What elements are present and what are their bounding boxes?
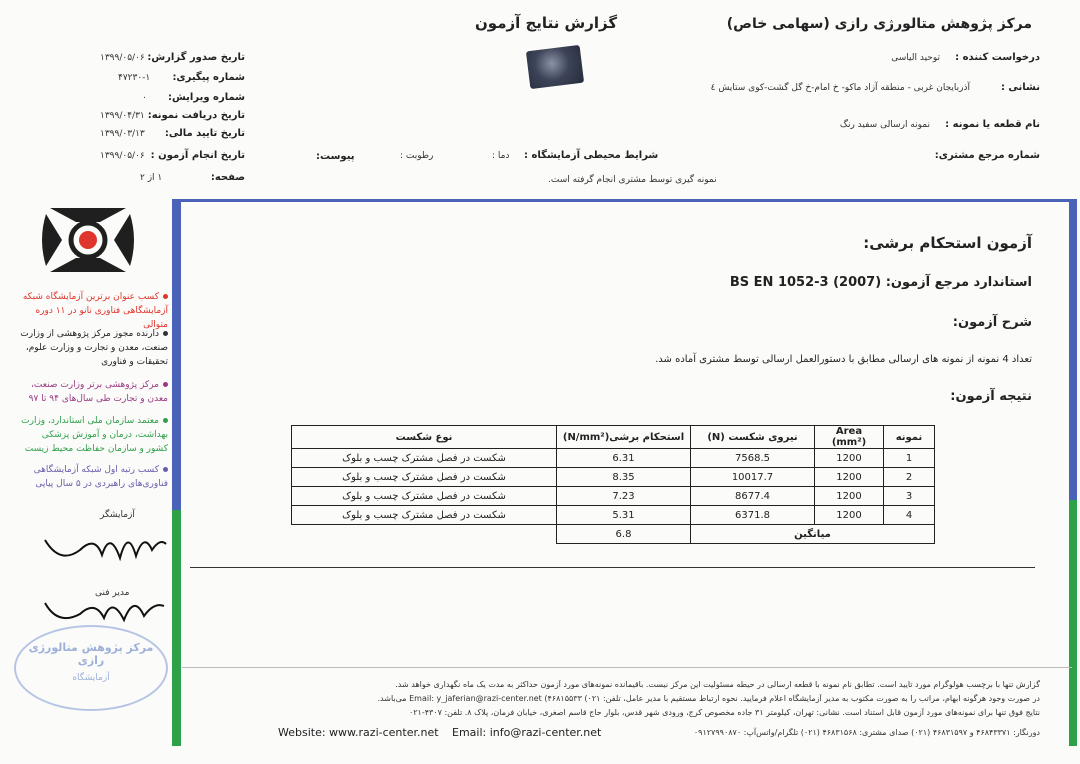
col-header-failure-type: نوع شکست	[292, 426, 557, 449]
address-value: آذربایجان غربی - منطقه آزاد ماکو- خ امام-خ گل گشت-کوی ستایش ٤	[710, 83, 970, 93]
table-header-row	[292, 426, 935, 449]
tech-manager-signature-icon	[40, 588, 170, 628]
empty-cell	[292, 525, 557, 544]
sidebar-color-band	[172, 200, 181, 746]
tracking-no-label: شماره پیگیری:	[172, 72, 245, 83]
revision-no-label: شماره ویرایش:	[168, 92, 245, 103]
desc-title: شرح آزمون:	[952, 315, 1032, 330]
sidebar-bullet-1	[18, 290, 168, 332]
footer-line-3: نتایج فوق تنها برای نمونه‌های مورد آزمون قابل استناد است. نشانی: تهران، کیلومتر ۳۱ جاده مخصوص کرج، ورودی شهر قدس، بلوار حاج قاسم اصغری، خیابان فرمان، پلاک ۸. تلفن: ۴۳۰۷-۰۲۱	[408, 708, 1040, 717]
finance-date-label: تاریخ تایید مالی:	[164, 128, 245, 139]
cell-failure-type: شکست در فصل مشترک چسب و بلوک	[292, 468, 557, 487]
sidebar-bullet-text: کسب عنوان برترین آزمایشگاه شبکه آزمایشگاهی فناوری نانو در ۱۱ دوره متوالی	[22, 292, 168, 330]
humidity-label: رطوبت :	[400, 151, 434, 161]
test-date-label: تاریخ انجام آزمون :	[150, 150, 245, 161]
sidebar-bullet-4	[18, 414, 168, 456]
desc-text: تعداد 4 نمونه از نمونه های ارسالی مطابق با دستورالعمل ارسالی توسط مشتری آماده شد.	[655, 354, 1032, 365]
footer-line-1: گزارش تنها با برچسب هولوگرام مورد تایید است. تطابق نام نمونه با قطعه ارسالی در حیطه مسئولیت این مرکز نیست. باقیمانده نمونه‌های مورد آزمون حداکثر به مدت یک ماه نگهداری خواهد شد.	[395, 680, 1040, 689]
bullet-dot	[163, 382, 168, 387]
sample-name-label: نام قطعه یا نمونه :	[945, 119, 1040, 130]
applicant-label: درخواست کننده :	[955, 52, 1040, 63]
bullet-dot	[163, 294, 168, 299]
test-date-value: ۱۳۹۹/۰۵/۰۶	[100, 151, 145, 161]
tester-label: آزمایشگر	[100, 510, 135, 520]
stamp-text: مرکز پژوهش متالورژی رازی	[28, 641, 154, 667]
cell-failure-type: شکست در فصل مشترک چسب و بلوک	[292, 487, 557, 506]
tracking-no-value: ۴۷۲۳۰-۱	[118, 73, 151, 83]
footer-line-2: در صورت وجود هرگونه ابهام، مراتب را به صورت مکتوب به مدیر آزمایشگاه اعلام فرمایید. نحوه ارتباط مستقیم با مدیر عامل، تلفن: ۰۲۱) ۴۶۸۱۵۵۳۳) Email: y_jaferian@razi-center.net می‌باشد.	[377, 694, 1040, 703]
issue-date-value: ۱۳۹۹/۰۵/۰۶	[100, 53, 145, 63]
standard-label: استاندارد مرجع آزمون:	[885, 275, 1032, 290]
sample-name-value: نمونه ارسالی سفید رنگ	[839, 120, 930, 130]
sidebar-bullet-2	[18, 327, 168, 369]
tester-signature-icon	[40, 520, 170, 570]
results-table	[291, 425, 935, 544]
page-label: صفحه:	[210, 172, 245, 183]
col-header-force: نیروی شکست (N)	[691, 426, 815, 449]
bullet-dot	[163, 467, 168, 472]
tech-manager-label: مدیر فنی	[95, 588, 130, 598]
revision-no-value: ۰	[142, 93, 147, 103]
receive-date-value: ۱۳۹۹/۰۴/۳۱	[100, 111, 145, 121]
test-title: آزمون استحکام برشی:	[863, 234, 1032, 252]
table-row	[292, 468, 935, 487]
bullet-dot	[163, 418, 168, 423]
col-header-sample: نمونه	[884, 426, 935, 449]
cell-force: 8677.4	[691, 487, 815, 506]
col-header-strength: استحکام برشی(N/mm²)	[557, 426, 691, 449]
standard-value: BS EN 1052-3 (2007)	[729, 275, 882, 290]
cell-sample: 4	[884, 506, 935, 525]
address-label: نشانی :	[1000, 82, 1040, 93]
cell-area: 1200	[815, 487, 884, 506]
results-divider	[190, 567, 1035, 568]
sidebar-bullet-text: مرکز پژوهشی برتر وزارت صنعت، معدن و تجارت طی سال‌های ۹۴ تا ۹۷	[28, 380, 168, 404]
cell-sample: 3	[884, 487, 935, 506]
cell-sample: 1	[884, 449, 935, 468]
sidebar-bullet-text: دارنده مجوز مرکز پژوهشی از وزارت صنعت، معدن و تجارت و وزارت علوم، تحقیقات و فناوری	[20, 329, 168, 367]
result-title: نتیجه آزمون:	[950, 389, 1032, 404]
cell-area: 1200	[815, 468, 884, 487]
sidebar-bullet-3	[18, 378, 168, 406]
footer-website[interactable]: Website: www.razi-center.net	[278, 726, 439, 739]
table-row	[292, 506, 935, 525]
col-header-area: Area (mm²)	[815, 426, 884, 449]
company-stamp	[14, 625, 168, 711]
razi-logo-icon	[40, 200, 136, 280]
issue-date-label: تاریخ صدور گزارش:	[147, 52, 245, 63]
cell-strength: 7.23	[557, 487, 691, 506]
temp-label: دما :	[492, 151, 510, 161]
table-row	[292, 487, 935, 506]
standard-line	[730, 275, 1032, 290]
cell-strength: 5.31	[557, 506, 691, 525]
cell-force: 10017.7	[691, 468, 815, 487]
receive-date-label: تاریخ دریافت نمونه:	[147, 110, 245, 121]
average-value: 6.8	[557, 525, 691, 544]
cell-failure-type: شکست در فصل مشترک چسب و بلوک	[292, 506, 557, 525]
sidebar-bullet-5	[18, 463, 168, 491]
average-label: میانگین	[691, 525, 935, 544]
table-row	[292, 449, 935, 468]
sidebar-bullet-text: کسب رتبه اول شبکه آزمایشگاهی فناوری‌های راهبردی در ۵ سال پیاپی	[33, 465, 168, 489]
attachment-label: پیوست:	[316, 151, 355, 162]
hologram-sticker	[526, 45, 584, 89]
cell-sample: 2	[884, 468, 935, 487]
customer-ref-label: شماره مرجع مشتری:	[934, 150, 1040, 161]
page-value: ۱ از ۲	[140, 173, 163, 183]
bullet-dot	[163, 331, 168, 336]
stamp-sub-text: آزمایشگاه	[72, 673, 110, 683]
footer-line-4: دورنگار: ۴۶۸۴۳۳۷۱ و ۴۶۸۳۱۵۹۷ (۰۲۱) صدای مشتری: ۴۶۸۳۱۵۶۸ (۰۲۱) تلگرام/واتس‌آپ: ۰۹۱۲۷۹۹۰۸۷۰	[693, 728, 1040, 737]
top-rule	[172, 199, 1077, 202]
footer-email[interactable]: Email: info@razi-center.net	[452, 726, 602, 739]
footer-divider	[182, 667, 1072, 668]
cell-area: 1200	[815, 506, 884, 525]
applicant-value: توحید الیاسی	[891, 53, 940, 63]
right-color-band	[1069, 200, 1077, 746]
report-title: گزارش نتایج آزمون	[475, 14, 618, 32]
cell-area: 1200	[815, 449, 884, 468]
finance-date-value: ۱۳۹۹/۰۳/۱۳	[100, 129, 145, 139]
cell-force: 7568.5	[691, 449, 815, 468]
sampling-note: نمونه گیری توسط مشتری انجام گرفته است.	[548, 175, 717, 185]
cell-strength: 8.35	[557, 468, 691, 487]
organization-name: مرکز پژوهش متالورژی رازی (سهامی خاص)	[726, 16, 1032, 32]
cell-failure-type: شکست در فصل مشترک چسب و بلوک	[292, 449, 557, 468]
table-average-row	[292, 525, 935, 544]
sidebar-bullet-text: معتمد سازمان ملی استاندارد، وزارت بهداشت، درمان و آموزش پزشکی کشور و سازمان حفاظت محیط زیست	[21, 416, 168, 454]
conditions-label: شرایط محیطی آزمایشگاه :	[524, 150, 659, 161]
cell-strength: 6.31	[557, 449, 691, 468]
cell-force: 6371.8	[691, 506, 815, 525]
